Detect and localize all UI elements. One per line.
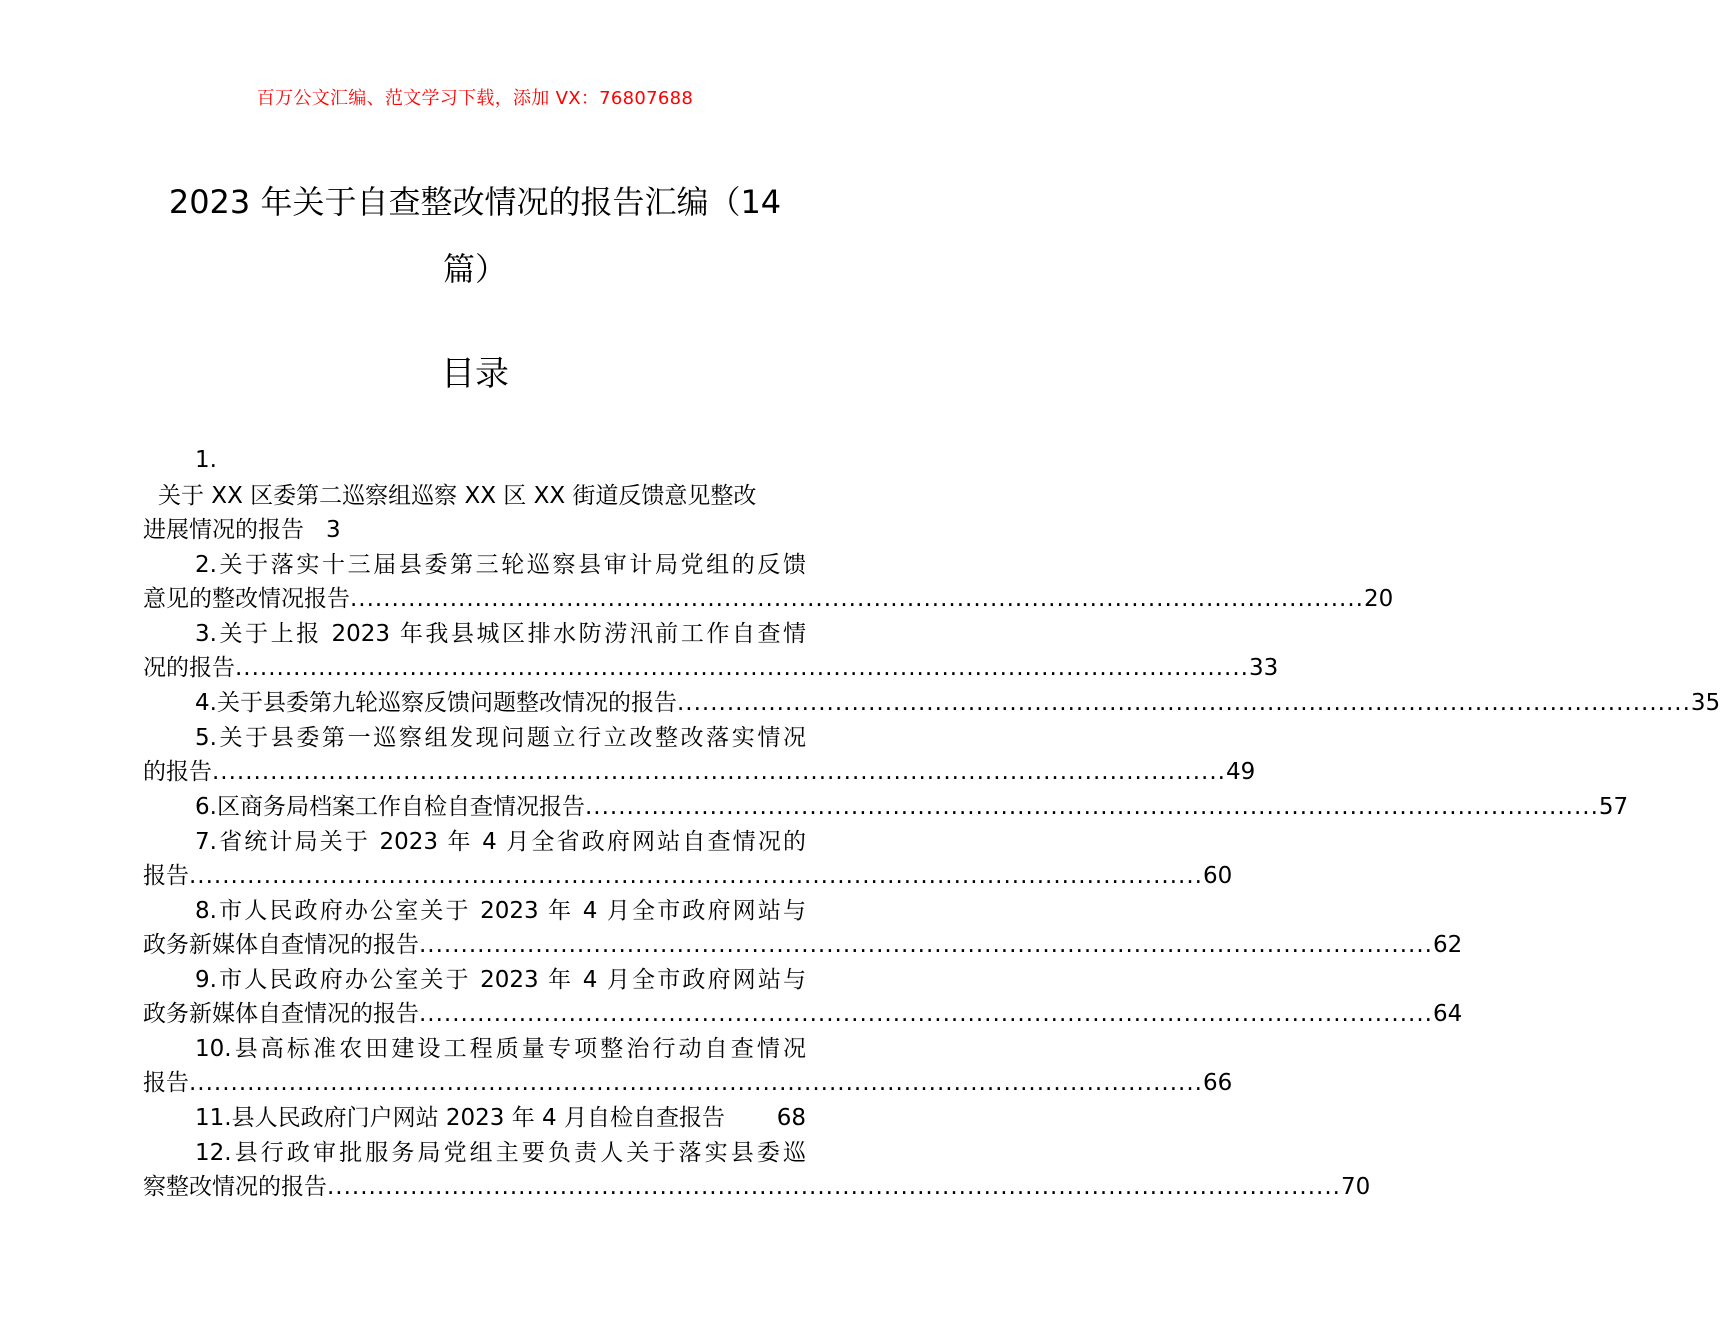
- toc-item-12-text: 察整改情况的报告: [143, 1174, 327, 1200]
- toc-item-9-entry[interactable]: [143, 998, 1463, 1030]
- toc-leader-dots: ..........................................................................................................................: [189, 863, 1203, 889]
- toc-leader-dots: ..........................................................................................................................: [584, 794, 1599, 820]
- toc-item-3-page: 33: [1248, 655, 1279, 681]
- toc-item-1-title-continued[interactable]: [143, 514, 806, 546]
- toc-item-6-text: 6.区商务局档案工作自检自查情况报告: [195, 794, 585, 820]
- toc-item-1-text: 进展情况的报告: [143, 517, 304, 543]
- toc-item-9-title[interactable]: 9.市人民政府办公室关于 2023 年 4 月全市政府网站与: [195, 967, 806, 993]
- toc-item-3-title[interactable]: 3.关于上报 2023 年我县城区排水防涝汛前工作自查情: [195, 621, 806, 647]
- toc-item-8-page: 62: [1432, 932, 1463, 958]
- toc-item-1-page: 3: [326, 517, 341, 543]
- toc-item-10-entry[interactable]: [143, 1067, 1233, 1099]
- toc-item-10-page: 66: [1202, 1070, 1233, 1096]
- toc-item-2-text: 意见的整改情况报告: [143, 586, 350, 612]
- toc-item-7-entry[interactable]: [143, 860, 1233, 892]
- toc-item-5-title[interactable]: 5.关于县委第一巡察组发现问题立行立改整改落实情况: [195, 725, 806, 751]
- toc-item-7-page: 60: [1202, 863, 1233, 889]
- toc-leader-dots: ..........................................................................................................................: [419, 932, 1433, 958]
- toc-item-4-entry[interactable]: [143, 687, 1720, 719]
- toc-heading: 目录: [441, 354, 509, 394]
- toc-leader-dots: ..........................................................................................................................: [350, 586, 1364, 612]
- toc-item-4-page: 35: [1690, 690, 1720, 716]
- document-title-continued: 篇）: [442, 250, 507, 288]
- toc-item-2-page: 20: [1363, 586, 1394, 612]
- toc-leader-dots: ..........................................................................................................................: [189, 1070, 1203, 1096]
- toc-item-12-entry[interactable]: [143, 1171, 1371, 1203]
- toc-item-10-text: 报告: [143, 1070, 189, 1096]
- toc-item-5-text: 的报告: [143, 759, 212, 785]
- toc-item-7-text: 报告: [143, 863, 189, 889]
- toc-item-5-page: 49: [1225, 759, 1256, 785]
- toc-item-12-page: 70: [1340, 1174, 1371, 1200]
- toc-item-3-entry[interactable]: [143, 652, 1279, 684]
- toc-leader-dots: ..........................................................................................................................: [327, 1174, 1341, 1200]
- document-title: 2023 年关于自查整改情况的报告汇编（14: [168, 183, 782, 221]
- toc-item-6-page: 57: [1598, 794, 1629, 820]
- toc-item-6-entry[interactable]: [143, 791, 1629, 823]
- toc-item-8-title[interactable]: 8.市人民政府办公室关于 2023 年 4 月全市政府网站与: [195, 898, 806, 924]
- toc-leader-dots: ..........................................................................................................................: [419, 1001, 1433, 1027]
- toc-item-2-entry[interactable]: [143, 583, 1394, 615]
- toc-item-9-page: 64: [1432, 1001, 1463, 1027]
- toc-item-11-entry[interactable]: [143, 1102, 806, 1134]
- toc-leader-gap: [725, 1102, 777, 1134]
- watermark-banner: 百万公文汇编、范文学习下载，添加 VX：76807688: [256, 88, 694, 109]
- toc-item-7-title[interactable]: 7.省统计局关于 2023 年 4 月全省政府网站自查情况的: [195, 829, 806, 855]
- toc-item-12-title[interactable]: 12.县行政审批服务局党组主要负责人关于落实县委巡: [195, 1140, 806, 1166]
- toc-item-1-number[interactable]: 1.: [195, 447, 217, 473]
- toc-item-8-entry[interactable]: [143, 929, 1463, 961]
- toc-item-11-page: 68: [776, 1105, 806, 1131]
- toc-leader-dots: ..........................................................................................................................: [212, 759, 1226, 785]
- toc-item-8-text: 政务新媒体自查情况的报告: [143, 932, 419, 958]
- toc-item-9-text: 政务新媒体自查情况的报告: [143, 1001, 419, 1027]
- toc-item-11-text: 11.县人民政府门户网站 2023 年 4 月自检自查报告: [195, 1105, 725, 1131]
- toc-leader-dots: ..........................................................................................................................: [676, 690, 1691, 716]
- toc-leader-dots: ..........................................................................................................................: [235, 655, 1249, 681]
- toc-item-4-text: 4.关于县委第九轮巡察反馈问题整改情况的报告: [195, 690, 677, 716]
- toc-item-3-text: 况的报告: [143, 655, 235, 681]
- toc-item-5-entry[interactable]: [143, 756, 1256, 788]
- toc-item-10-title[interactable]: 10.县高标准农田建设工程质量专项整治行动自查情况: [195, 1036, 806, 1062]
- toc-item-2-title[interactable]: 2.关于落实十三届县委第三轮巡察县审计局党组的反馈: [195, 552, 806, 578]
- toc-item-1-title[interactable]: 关于 XX 区委第二巡察组巡察 XX 区 XX 街道反馈意见整改: [158, 483, 757, 509]
